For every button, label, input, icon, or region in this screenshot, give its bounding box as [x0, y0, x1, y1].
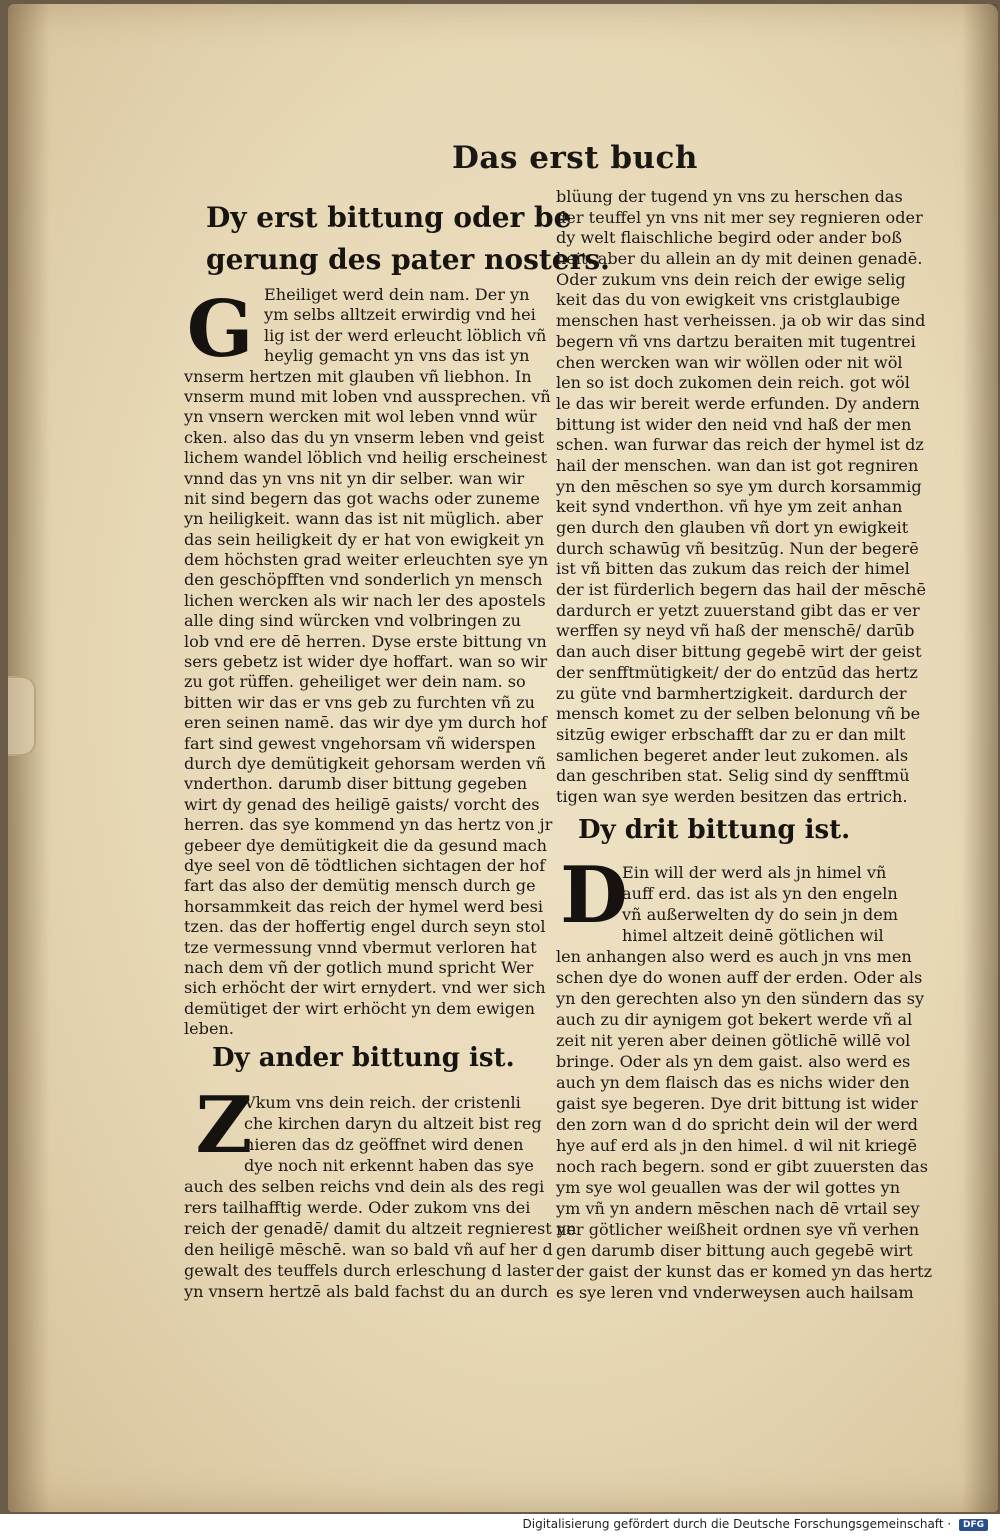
footer-bar	[0, 1514, 1000, 1538]
text-line: cken. also das du yn vnserm leben vnd geist	[184, 427, 545, 447]
text-line: len anhangen also werd es auch jn vns men	[556, 947, 912, 966]
text-line: yn den mēschen so sye ym durch korsammig	[556, 476, 922, 496]
text-line: auch yn dem flaisch das es nichs wider den	[556, 1073, 910, 1092]
running-head: Das erst buch	[452, 140, 698, 176]
text-line: yn vnsern wercken mit wol leben vnnd wür	[184, 407, 537, 427]
text-line: lichen wercken als wir nach ler des apostels	[184, 590, 546, 610]
text-line: alle ding sind würcken vnd volbringen zu	[184, 611, 522, 631]
decorated-initial-g: G	[186, 284, 254, 375]
text-line: es sye leren vnd vnderweysen auch hailsam	[556, 1283, 914, 1302]
text-line: dye seel von dē tödtlichen sichtagen der hof	[184, 855, 546, 875]
text-line: zu güte vnd barmhertzigkeit. dardurch der	[556, 683, 907, 703]
text-line: leben.	[184, 1019, 234, 1039]
text-line: sers gebetz ist wider dye hoffart. wan so wir	[184, 652, 548, 672]
dfg-logo: DFG	[959, 1519, 988, 1531]
text-line: sich erhöcht der wirt ernydert. vnd wer sich	[184, 978, 546, 998]
right-paragraph-2	[556, 862, 933, 1303]
right-heading: Dy drit bittung ist.	[578, 815, 851, 845]
text-line: tigen wan sye werden besitzen das ertrich.	[556, 786, 908, 806]
text-line: horsammkeit das reich der hymel werd besi	[184, 896, 544, 916]
text-line: den geschöpfften vnd sonderlich yn mensch	[184, 570, 543, 590]
text-line: bringe. Oder als yn dem gaist. also werd es	[556, 1052, 911, 1071]
text-line: vnserm hertzen mit glauben vñ liebhon. In	[184, 366, 532, 386]
text-line: tzen. das der hoffertig engel durch seyn stol	[184, 917, 546, 937]
text-line: hail der menschen. wan dan ist got regniren	[556, 455, 919, 475]
text-line: gebeer dye demütigkeit die da gesund mach	[184, 835, 547, 855]
text-line: mensch komet zu der selben belonung vñ be	[556, 704, 921, 724]
binding-clasp	[8, 676, 36, 756]
text-line: dan geschriben stat. Selig sind dy senfftmü	[556, 766, 910, 786]
text-line: Vkum vns dein reich. der cristenli	[244, 1093, 521, 1112]
text-line: den zorn wan d do spricht dein wil der werd	[556, 1115, 918, 1134]
text-line: herren. das sye kommend yn das hertz von jr	[184, 815, 553, 835]
text-line: auch zu dir aynigem got bekert werde vñ al	[556, 1010, 913, 1029]
text-line: gaist sye begeren. Dye drit bittung ist wider	[556, 1094, 918, 1113]
text-line: che kirchen daryn du altzeit bist reg	[244, 1114, 542, 1133]
text-line: eren seinen namē. das wir dye ym durch hof	[184, 713, 547, 733]
text-line: heylig gemacht yn vns das ist yn	[264, 346, 530, 366]
text-line: yn vnsern hertzē als bald fachst du an durch	[184, 1282, 549, 1301]
text-line: ym sye wol geuallen was der wil gottes yn	[556, 1178, 901, 1197]
text-line: zu got rüffen. geheiliget wer dein nam. so	[184, 672, 526, 692]
text-line: samlichen begeret ander leut zukomen. als	[556, 745, 909, 765]
text-line: schen dye do wonen auff der erden. Oder als	[556, 968, 923, 987]
page-edge-shadow	[962, 4, 998, 1512]
text-line: gewalt des teuffels durch erleschung d laster	[184, 1261, 554, 1280]
text-line: das sein heiligkeit dy er hat von ewigkeit yn	[184, 529, 545, 549]
text-line: keit synd vnderthon. vñ hye ym zeit anhan	[556, 497, 903, 517]
text-line: yn den gerechten also yn den sündern das sy	[556, 989, 925, 1008]
text-line: zeit nit yeren aber deinen götlichē willē vol	[556, 1031, 911, 1050]
text-line: begern vñ vns dartzu beraiten mit tugentrei	[556, 331, 916, 351]
decorated-initial-d: D	[560, 850, 628, 941]
text-line: heit. aber du allein an dy mit deinen genadē.	[556, 249, 923, 269]
text-line: lichem wandel löblich vnd heilig erscheinest	[184, 448, 548, 468]
left-heading-2: Dy ander bittung ist.	[212, 1043, 515, 1073]
text-line: keit das du von ewigkeit vns cristglaubige	[556, 290, 901, 310]
text-line: chen wercken wan wir wöllen oder nit wöl	[556, 352, 903, 372]
text-line: Ein will der werd als jn himel vñ	[622, 863, 887, 882]
text-line: hye auf erd als jn den himel. d wil nit kriegē	[556, 1136, 917, 1155]
text-line: durch schawūg vñ besitzūg. Nun der begerē	[556, 538, 919, 558]
text-line: nieren das dz geöffnet wird denen	[244, 1135, 524, 1154]
text-line: dardurch er yetzt zuuerstand gibt das er ver	[556, 600, 920, 620]
text-line: auff erd. das ist als yn den engeln	[622, 884, 898, 903]
text-line: ner götlicher weißheit ordnen sye vñ verhen	[556, 1220, 920, 1239]
text-line: wirt dy genad des heiligē gaists/ vorcht des	[184, 794, 540, 814]
text-line: ym vñ yn andern mēschen nach dē vrtail sey	[556, 1199, 920, 1218]
text-line: der gaist der kunst das er komed yn das hertz	[556, 1262, 933, 1281]
text-line: auch des selben reichs vnd dein als des regi	[184, 1177, 545, 1196]
left-paragraph-2	[184, 1092, 577, 1302]
text-line: rers tailhafftig werde. Oder zukom vns dei	[184, 1198, 531, 1217]
text-line: dan auch diser bittung gegebē wirt der geist	[556, 642, 922, 662]
footer-credit	[523, 1517, 988, 1531]
text-line: vnderthon. darumb diser bittung gegeben	[184, 774, 528, 794]
text-line: dy welt flaischliche begird oder ander boß	[556, 228, 903, 248]
text-line: reich der genadē/ damit du altzeit regnierest yn	[184, 1219, 577, 1238]
text-line: bitten wir das er vns geb zu furchten vñ zu	[184, 692, 536, 712]
text-line: himel altzeit deinē götlichen wil	[622, 926, 884, 945]
text-line: der ist fürderlich begern das hail der mēschē	[556, 580, 926, 600]
text-line: menschen hast verheissen. ja ob wir das sind	[556, 311, 926, 331]
text-line: durch dye demütigkeit gehorsam werden vñ	[184, 753, 546, 773]
text-line: le das wir bereit werde erfunden. Dy andern	[556, 393, 920, 413]
text-line: blüung der tugend yn vns zu herschen das	[556, 187, 903, 206]
text-line: der teuffel yn vns nit mer sey regnieren oder	[556, 207, 923, 227]
text-line: gen darumb diser bittung auch gegebē wirt	[556, 1241, 913, 1260]
text-line: den heiligē mēschē. wan so bald vñ auf her d	[184, 1240, 553, 1259]
footer-credit-text: Digitalisierung gefördert durch die Deutsche Forschungsgemeinschaft ·	[522, 1517, 952, 1531]
text-line: tze vermessung vnnd vbermut verloren hat	[184, 937, 537, 957]
text-line: fart sind gewest vngehorsam vñ widerspen	[184, 733, 536, 753]
text-line: yn heiligkeit. wann das ist nit müglich. aber	[184, 509, 543, 529]
text-line: vnserm mund mit loben vnd aussprechen. vñ	[184, 386, 551, 406]
text-line: schen. wan furwar das reich der hymel ist dz	[556, 435, 924, 455]
left-heading-line-1: Dy erst bittung oder be	[206, 201, 572, 234]
text-line: len so ist doch zukomen dein reich. got wöl	[556, 373, 910, 393]
left-heading-line-2: gerung des pater nosters.	[206, 243, 610, 276]
text-line: bittung ist wider den neid vnd haß der men	[556, 414, 912, 434]
text-line: lob vnd ere dē herren. Dyse erste bittung vn	[184, 631, 547, 651]
text-line: vñ außerwelten dy do sein jn dem	[622, 905, 899, 924]
text-line: lig ist der werd erleucht löblich vñ	[264, 325, 547, 345]
right-paragraph-1	[556, 186, 926, 807]
text-line: ist vñ bitten das zukum das reich der himel	[556, 559, 910, 579]
page-gutter-shadow	[8, 4, 50, 1512]
text-line: nach dem vñ der gotlich mund spricht Wer	[184, 957, 534, 977]
text-line: Oder zukum vns dein reich der ewige selig	[556, 269, 906, 289]
text-line: nit sind begern das got wachs oder zuneme	[184, 488, 540, 508]
text-line: demütiget der wirt erhöcht yn dem ewigen	[184, 998, 535, 1018]
text-line: dye noch nit erkennt haben das sye	[244, 1156, 534, 1175]
text-line: der senfftmütigkeit/ der do entzūd das hertz	[556, 662, 918, 682]
text-line: gen durch den glauben vñ dort yn ewigkeit	[556, 518, 909, 537]
text-line: noch rach begern. sond er gibt zuuersten das	[556, 1157, 928, 1176]
text-line: ym selbs alltzeit erwirdig vnd hei	[264, 305, 536, 325]
text-line: Eheiliget werd dein nam. Der yn	[264, 285, 530, 304]
text-line: dem höchsten grad weiter erleuchten sye yn	[184, 550, 549, 570]
text-line: vnnd das yn vns nit yn dir selber. wan wir	[184, 468, 525, 488]
decorated-initial-z: Z	[195, 1080, 253, 1171]
text-line: werffen sy neyd vñ haß der menschē/ darūb	[556, 621, 915, 641]
text-line: fart das also der demütig mensch durch ge	[184, 876, 536, 896]
text-line: sitzūg ewiger erbschafft dar zu er dan milt	[556, 724, 906, 744]
left-paragraph-1	[184, 284, 553, 1039]
